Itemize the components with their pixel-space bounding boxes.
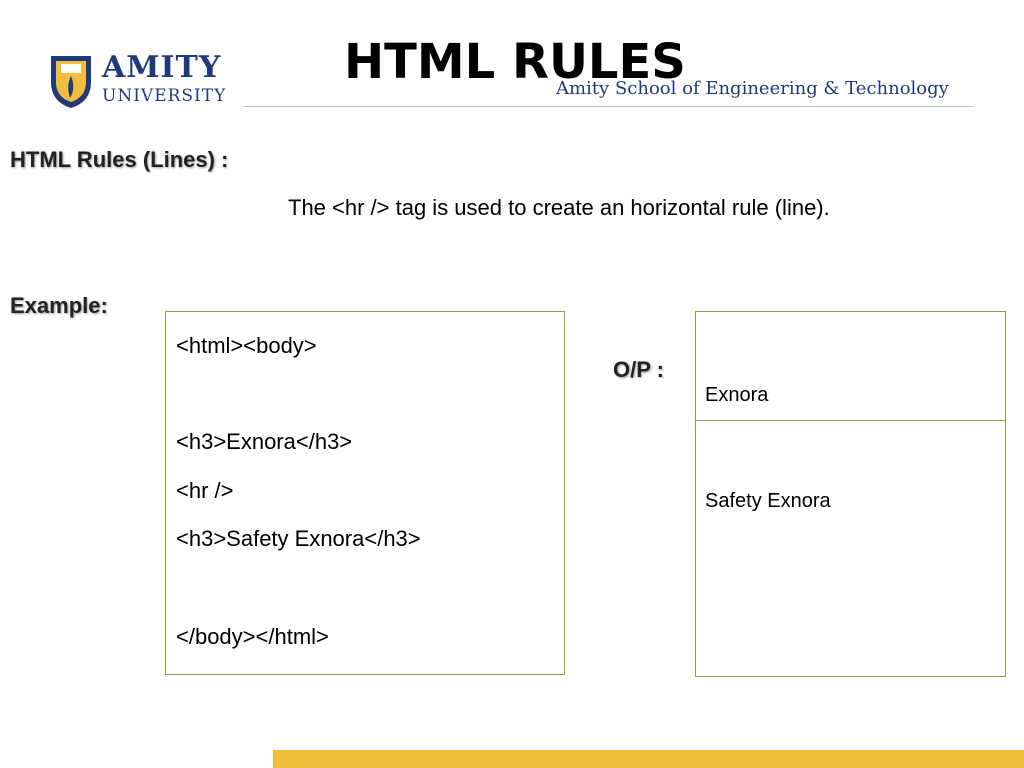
code-line: </body></html> [176,624,329,649]
school-name: Amity School of Engineering & Technology [556,78,949,99]
logo-wordmark: AMITY [102,50,222,85]
section-description: The <hr /> tag is used to create an horizontal rule (line). [288,195,830,220]
output-heading-exnora: Exnora [705,384,769,406]
section-heading: HTML Rules (Lines) : [10,147,229,172]
output-label: O/P : [613,357,664,382]
logo-subtitle: UNIVERSITY [102,86,227,106]
output-heading-safety-exnora: Safety Exnora [705,490,831,512]
code-line: <h3>Exnora</h3> [176,429,353,454]
amity-crest-icon [48,52,94,110]
amity-logo [48,52,226,110]
example-label: Example: [10,293,108,318]
output-box [695,311,1006,677]
page-title: HTML RULES [344,34,686,90]
code-example-box [165,311,565,675]
header-divider [244,106,974,107]
code-line: <h3>Safety Exnora</h3> [176,526,421,551]
code-line: <html><body> [176,333,317,358]
code-line: <hr /> [176,478,234,503]
footer-accent-bar [273,750,1024,768]
output-horizontal-rule [696,420,1005,421]
